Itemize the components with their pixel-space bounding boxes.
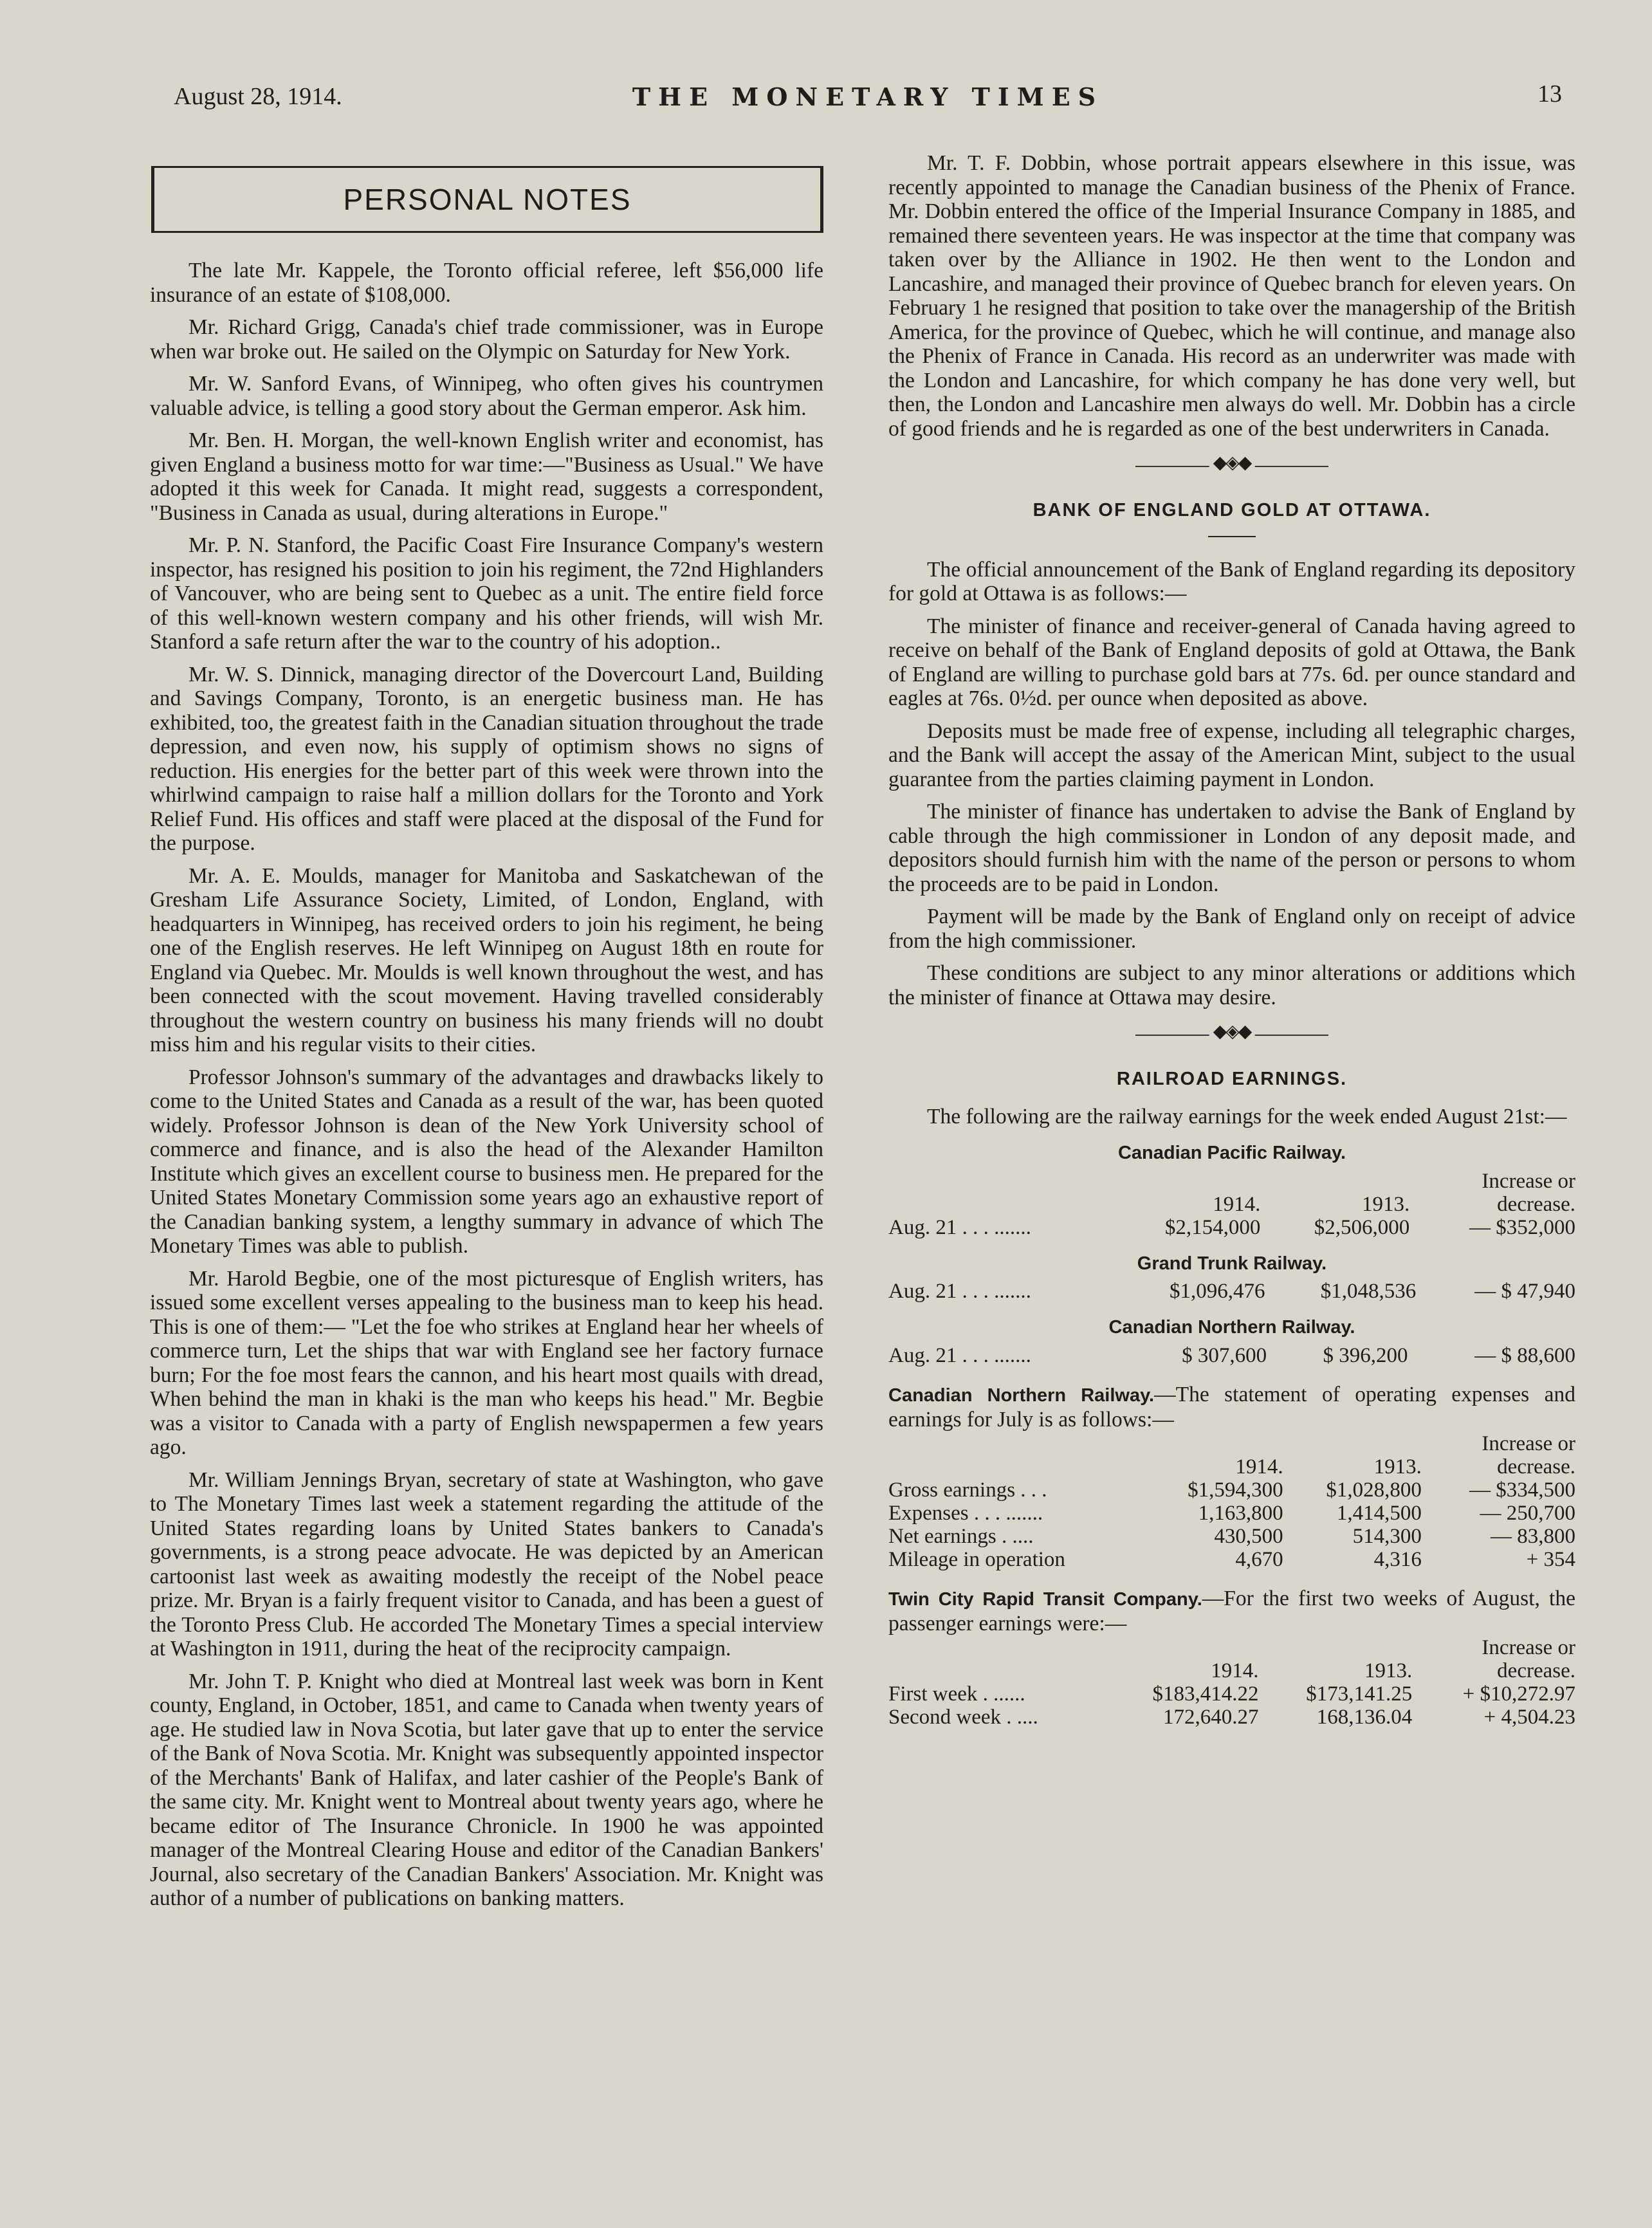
earnings-table-cn-july bbox=[888, 1432, 1575, 1571]
col-header-1914: 1914. bbox=[1235, 1455, 1283, 1478]
railway-heading-gt: Grand Trunk Railway. bbox=[1137, 1253, 1327, 1274]
section-title-railroad-earnings: RAILROAD EARNINGS. bbox=[1116, 1069, 1348, 1089]
earnings-table-twin-city bbox=[888, 1636, 1575, 1729]
table-row: Net earnings . .... 430,500 514,300 — 83,800 bbox=[888, 1524, 1575, 1548]
paragraph: Mr. T. F. Dobbin, whose portrait appears elsewhere in this issue, was recently appointed to manage the Canadian business of the Phenix of France. Mr. Dobbin entered the office of the Imperial Insurance Company in 1885, and remained there seventeen years. He was inspector at the time that company was taken over by the Alliance in 1902. He then went to the London and Lancashire, and managed their province of Quebec branch for eleven years. On February 1 he resigned that position to take over the managership of the British America, for the province of Quebec, which he will continue, and manage also the Phenix of France in Canada. His record as an underwriter was made with the London and Lancashire, for which company he has done very well, but then, the London and Lancashire men always do well. Mr. Dobbin has a circle of good friends and he is regarded as one of the best underwriters in Canada. bbox=[888, 151, 1575, 441]
title-rule bbox=[1208, 536, 1256, 537]
section-divider-ornament: ◆◈◆ bbox=[1135, 460, 1328, 473]
paragraph: Canadian Northern Railway.—The statement of operating expenses and earnings for July is as follows:— bbox=[888, 1382, 1575, 1432]
paragraph: Deposits must be made free of expense, including all telegraphic charges, and the Bank will accept the assay of the American Mint, subject to the usual guarantee from the parties claiming payment in London. bbox=[888, 719, 1575, 791]
paragraph: Mr. William Jennings Bryan, secretary of state at Washington, who gave to The Monetary Times last week a statement regarding the attitude of the United States regarding loans by United States bankers to Canada's governments, is a strong peace advocate. He was depicted by an American cartoonist last week as awaiting modestly the receipt of the Nobel peace prize. Mr. Bryan is a fairly frequent visitor to Canada, and has been a guest of the Toronto Press Club. He accorded The Monetary Times a special interview at Washington in 1911, during the heat of the reciprocity campaign. bbox=[150, 1468, 823, 1661]
paragraph: Mr. W. S. Dinnick, managing director of the Dovercourt Land, Building and Savings Company, Toronto, is an energetic business man. He has exhibited, too, the greatest faith in the Canadian situation throughout the trade depression, and even now, his supply of optimism shows no signs of reduction. His energies for the better part of this week were thrown into the whirlwind campaign to raise half a million dollars for the Toronto and York Relief Fund. His offices and staff were placed at the disposal of the Fund for the purpose. bbox=[150, 662, 823, 855]
table-row: First week . ...... $183,414.22 $173,141.25 + $10,272.97 bbox=[888, 1682, 1575, 1706]
paragraph: Payment will be made by the Bank of England only on receipt of advice from the high commissioner. bbox=[888, 905, 1575, 953]
left-column bbox=[150, 166, 823, 1910]
paragraph: Mr. P. N. Stanford, the Pacific Coast Fire Insurance Company's western inspector, has resigned his position to join his regiment, the 72nd Highlanders of Vancouver, who are being sent to Quebec as a unit. The entire field force of this well-known western company and his other friends, will wish Mr. Stanford a safe return after the war to the country of his adoption.. bbox=[150, 533, 823, 654]
railway-heading-cp: Canadian Pacific Railway. bbox=[1117, 1143, 1346, 1163]
col-header-1913: 1913. bbox=[1364, 1659, 1413, 1682]
col-header-change: decrease. bbox=[1497, 1192, 1575, 1216]
section-title-bank-of-england: BANK OF ENGLAND GOLD AT OTTAWA. bbox=[1032, 500, 1431, 520]
col-header-change: decrease. bbox=[1497, 1455, 1575, 1478]
company-name: Canadian Northern Railway. bbox=[888, 1385, 1155, 1406]
col-header-change: Increase or bbox=[1482, 1169, 1575, 1193]
col-header-change: Increase or bbox=[1482, 1432, 1575, 1455]
col-header-1914: 1914. bbox=[1213, 1192, 1261, 1216]
section-title-personal-notes: PERSONAL NOTES bbox=[151, 166, 823, 233]
col-header-change: decrease. bbox=[1497, 1659, 1575, 1682]
section-divider-ornament: ◆◈◆ bbox=[1135, 1029, 1328, 1042]
table-row: Mileage in operation 4,670 4,316 + 354 bbox=[888, 1547, 1575, 1571]
paragraph: The late Mr. Kappele, the Toronto official referee, left $56,000 life insurance of an estate of $108,000. bbox=[150, 259, 823, 307]
right-column bbox=[888, 151, 1575, 1729]
table-row: Aug. 21 . . . ....... $1,096,476 $1,048,536 — $ 47,940 bbox=[888, 1280, 1575, 1303]
earnings-table-cp bbox=[888, 1170, 1575, 1239]
earnings-table-gt bbox=[888, 1280, 1575, 1303]
paragraph: Mr. Richard Grigg, Canada's chief trade commissioner, was in Europe when war broke out. He sailed on the Olympic on Saturday for New York. bbox=[150, 315, 823, 364]
col-header-1913: 1913. bbox=[1373, 1455, 1422, 1478]
col-header-1913: 1913. bbox=[1362, 1192, 1410, 1216]
table-row: Aug. 21 . . . ....... $ 307,600 $ 396,200 — $ 88,600 bbox=[888, 1343, 1575, 1367]
page-number: 13 bbox=[1537, 80, 1562, 107]
paragraph: Professor Johnson's summary of the advantages and drawbacks likely to come to the United States and Canada as a result of the war, has been quoted widely. Professor Johnson is dean of the New York University school of commerce and finance, and is also the head of the Alexander Hamilton Institute which gives an excellent course to business men. He prepared for the United States Monetary Commission some years ago an exhaustive report of the Canadian banking system, a lengthy summary in advance of which The Monetary Times was able to publish. bbox=[150, 1065, 823, 1258]
paragraph: Twin City Rapid Transit Company.—For the first two weeks of August, the passenger earnings were:— bbox=[888, 1586, 1575, 1635]
railway-heading-cn: Canadian Northern Railway. bbox=[1108, 1317, 1355, 1338]
table-row: Gross earnings . . . $1,594,300 $1,028,800 — $334,500 bbox=[888, 1478, 1575, 1502]
paragraph: The minister of finance has undertaken to advise the Bank of England by cable through the high commissioner in London of any deposit made, and depositors should furnish him with the name of the person or persons to whom the proceeds are to be paid in London. bbox=[888, 800, 1575, 896]
paragraph: The official announcement of the Bank of England regarding its depository for gold at Ottawa is as follows:— bbox=[888, 557, 1575, 605]
table-row: Aug. 21 . . . ....... $2,154,000 $2,506,000 — $352,000 bbox=[888, 1215, 1575, 1239]
company-name: Twin City Rapid Transit Company. bbox=[888, 1588, 1202, 1610]
paragraph: Mr. W. Sanford Evans, of Winnipeg, who often gives his countrymen valuable advice, is telling a good story about the German emperor. Ask him. bbox=[150, 372, 823, 420]
paragraph: The minister of finance and receiver-general of Canada having agreed to receive on behalf of the Bank of England deposits of gold at Ottawa, the Bank of England are willing to purchase gold bars at 77s. 6d. per ounce standard and eagles at 76s. 0½d. per ounce when deposited as above. bbox=[888, 614, 1575, 710]
col-header-change: Increase or bbox=[1482, 1635, 1575, 1659]
page-header bbox=[174, 76, 1562, 115]
paragraph: Mr. A. E. Moulds, manager for Manitoba and Saskatchewan of the Gresham Life Assurance Society, Limited, of London, England, with headquarters in Winnipeg, has received orders to join his regiment, he being one of the English reserves. He left Winnipeg on August 18th en route for England via Quebec. Mr. Moulds is well known throughout the west, and has been connected with the scout movement. Having travelled considerably throughout the western country on business his many friends will no doubt miss him and his regular visits to their cities. bbox=[150, 863, 823, 1056]
masthead: THE MONETARY TIMES bbox=[632, 82, 1104, 111]
table-row: Expenses . . . ....... 1,163,800 1,414,500 — 250,700 bbox=[888, 1501, 1575, 1525]
paragraph: These conditions are subject to any minor alterations or additions which the minister of finance at Ottawa may desire. bbox=[888, 961, 1575, 1009]
paragraph: The following are the railway earnings for the week ended August 21st:— bbox=[927, 1104, 1567, 1128]
col-header-1914: 1914. bbox=[1211, 1659, 1259, 1682]
table-row: Second week . .... 172,640.27 168,136.04 + 4,504.23 bbox=[888, 1705, 1575, 1729]
issue-date: August 28, 1914. bbox=[174, 83, 342, 110]
paragraph: Mr. Ben. H. Morgan, the well-known English writer and economist, has given England a business motto for war time:—"Business as Usual." We have adopted it this week for Canada. It might read, suggests a correspondent, "Business in Canada as usual, during alterations in Europe." bbox=[150, 428, 823, 525]
paragraph: Mr. John T. P. Knight who died at Montreal last week was born in Kent county, England, in October, 1851, and came to Canada when twenty years of age. He studied law in Nova Scotia, but later gave that up to enter the service of the Bank of Nova Scotia. Mr. Knight was subsequently appointed inspector of the Merchants' Bank of Halifax, and later cashier of the People's Bank of the same city. Mr. Knight went to Montreal about twenty years ago, where he became editor of The Insurance Chronicle. In 1900 he was appointed manager of the Montreal Clearing House and editor of the Canadian Bankers' Journal, also secretary of the Canadian Bankers' Association. Mr. Knight was author of a number of publications on banking matters. bbox=[150, 1669, 823, 1910]
earnings-table-cn bbox=[888, 1344, 1575, 1367]
paragraph: Mr. Harold Begbie, one of the most picturesque of English writers, has issued some excellent verses appealing to the business man to keep his head. This is one of them:— "Let the foe who strikes at England hear her wheels of commerce turn, Let the ships that war with England see her factory furnace burn; For the foe most fears the cannon, and his heart most quails with dread, When behind the man in khaki is the man who keeps his head." Mr. Begbie was a visitor to Canada with a party of English newspapermen a few years ago. bbox=[150, 1266, 823, 1459]
